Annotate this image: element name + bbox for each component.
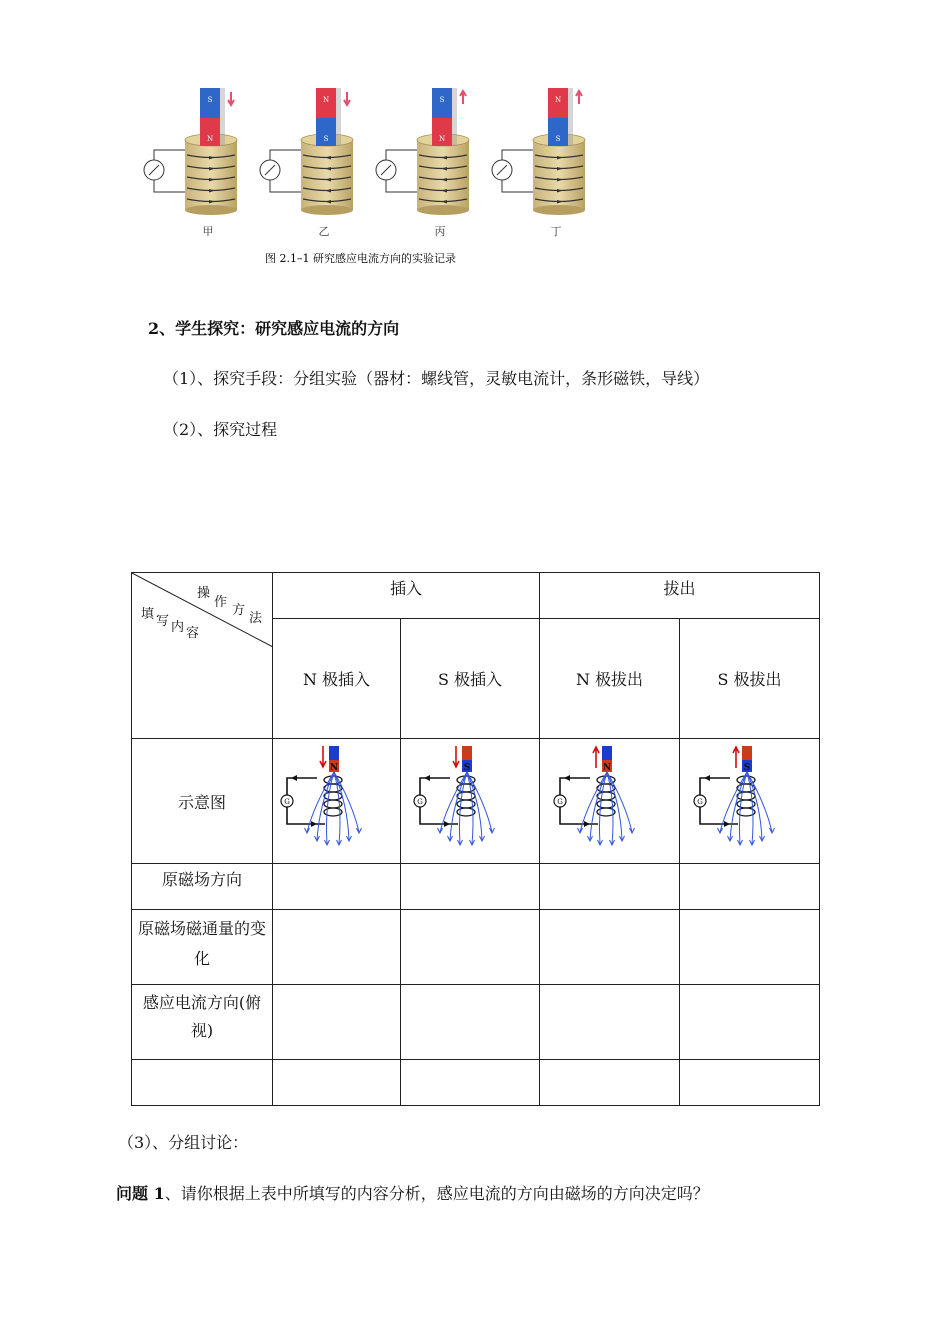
header-corner-cell [132, 573, 273, 739]
current-arrow [704, 775, 710, 781]
circuit-diagram [550, 744, 670, 854]
figure-label: 乙 [318, 225, 330, 238]
coil-bottom [185, 205, 237, 215]
galvanometer-letter: G [417, 798, 423, 806]
fill-cell[interactable] [680, 864, 820, 910]
fill-cell[interactable] [680, 910, 820, 985]
pole-letter: S [207, 96, 213, 104]
fill-cell[interactable] [680, 1060, 820, 1106]
circuit-diagram [277, 744, 397, 854]
fill-cell[interactable] [401, 985, 540, 1060]
current-arrow [724, 821, 730, 827]
fill-cell[interactable] [540, 910, 680, 985]
motion-arrow [733, 747, 739, 768]
corner-char: 填 [141, 607, 155, 622]
op-header: S 极插入 [401, 619, 540, 739]
experiment-table [131, 572, 820, 1106]
magnet-side [336, 88, 341, 146]
diagram-cell [680, 739, 820, 864]
experiment-figure [130, 80, 610, 280]
section-2-item-2: （2）、探究过程 [163, 420, 278, 439]
row-label: 原磁场方向 [132, 864, 273, 910]
fill-cell[interactable] [273, 985, 401, 1060]
fill-cell[interactable] [540, 985, 680, 1060]
motion-arrow [228, 92, 234, 105]
current-arrow [424, 775, 430, 781]
motion-arrow [460, 91, 466, 104]
corner-char: 法 [249, 611, 263, 626]
figure-caption: 图 2.1–1 研究感应电流方向的实验记录 [265, 252, 456, 265]
corner-char: 内 [171, 620, 185, 635]
magnet-side [568, 88, 573, 146]
fill-cell[interactable] [401, 910, 540, 985]
section-2-item-1: （1）、探究手段：分组实验（器材：螺线管，灵敏电流计，条形磁铁，导线） [163, 369, 710, 388]
motion-arrow [344, 92, 350, 105]
coil-bottom [533, 205, 585, 215]
question-text: 、请你根据上表中所填写的内容分析，感应电流的方向由磁场的方向决定吗？ [164, 1184, 709, 1203]
corner-char: 操 [197, 586, 211, 601]
magnet-top-half [742, 746, 752, 760]
current-arrow [564, 775, 570, 781]
corner-char: 容 [186, 626, 200, 641]
motion-arrow [453, 746, 459, 767]
op-header: N 极插入 [273, 619, 401, 739]
row-label: 原磁场磁通量的变化 [132, 910, 273, 985]
pole-letter: N [602, 763, 611, 773]
magnet-top-half [329, 746, 339, 760]
pole-letter: S [323, 135, 329, 143]
figure-label: 丙 [434, 225, 446, 238]
current-arrow [311, 821, 317, 827]
magnet-top-half [462, 746, 472, 760]
fill-cell[interactable] [680, 985, 820, 1060]
row-label-diagram: 示意图 [132, 739, 273, 864]
pole-letter: S [743, 763, 750, 773]
pole-letter: S [439, 96, 445, 104]
pole-letter: N [438, 135, 446, 143]
diagram-cell [540, 739, 680, 864]
question-1 [116, 1181, 709, 1204]
magnet-coil-unit [144, 88, 237, 215]
motion-arrow [320, 746, 326, 767]
figure-label: 丁 [550, 225, 562, 238]
pole-letter: N [206, 135, 214, 143]
row-label [132, 1060, 273, 1106]
fill-cell[interactable] [540, 864, 680, 910]
fill-cell[interactable] [273, 910, 401, 985]
row-label: 感应电流方向(俯视) [132, 985, 273, 1060]
corner-char: 作 [214, 595, 228, 610]
diagram-cell [401, 739, 540, 864]
galvanometer-letter: G [283, 798, 290, 806]
corner-char: 方 [232, 603, 246, 618]
magnet-coil-unit [376, 88, 469, 215]
pole-letter: S [463, 763, 471, 773]
circuit-diagram [410, 744, 530, 854]
coil-bottom [301, 205, 353, 215]
op-header: N 极拔出 [540, 619, 680, 739]
fill-cell[interactable] [401, 1060, 540, 1106]
section-2-title: 2、学生探究：研究感应电流的方向 [148, 319, 400, 338]
pole-letter: S [555, 135, 561, 143]
motion-arrow [576, 91, 582, 104]
magnet-coil-unit [260, 88, 353, 215]
circuit-diagram [690, 744, 810, 854]
current-arrow [584, 821, 590, 827]
coil-bottom [417, 205, 469, 215]
magnet-side [452, 88, 457, 146]
magnet-coil-unit [492, 88, 585, 215]
pole-letter: N [329, 763, 338, 773]
magnet-side [220, 88, 225, 146]
group-pull-header: 拔出 [540, 573, 820, 619]
fill-cell[interactable] [401, 864, 540, 910]
op-header: S 极拔出 [680, 619, 820, 739]
magnet-top-half [602, 746, 612, 760]
pole-letter: N [554, 96, 562, 104]
group-insert-header: 插入 [273, 573, 540, 619]
motion-arrow [593, 747, 599, 768]
galvanometer-letter: G [556, 798, 563, 806]
diagram-cell [273, 739, 401, 864]
fill-cell[interactable] [273, 1060, 401, 1106]
current-arrow [444, 821, 450, 827]
question-label: 问题 1 [116, 1184, 165, 1203]
fill-cell[interactable] [540, 1060, 680, 1106]
figure-label: 甲 [202, 225, 214, 238]
section-3-title: （3）、分组讨论： [118, 1133, 249, 1152]
galvanometer-letter: G [696, 798, 703, 806]
corner-char: 写 [156, 614, 170, 629]
pole-letter: N [322, 96, 330, 104]
fill-cell[interactable] [273, 864, 401, 910]
current-arrow [291, 775, 297, 781]
